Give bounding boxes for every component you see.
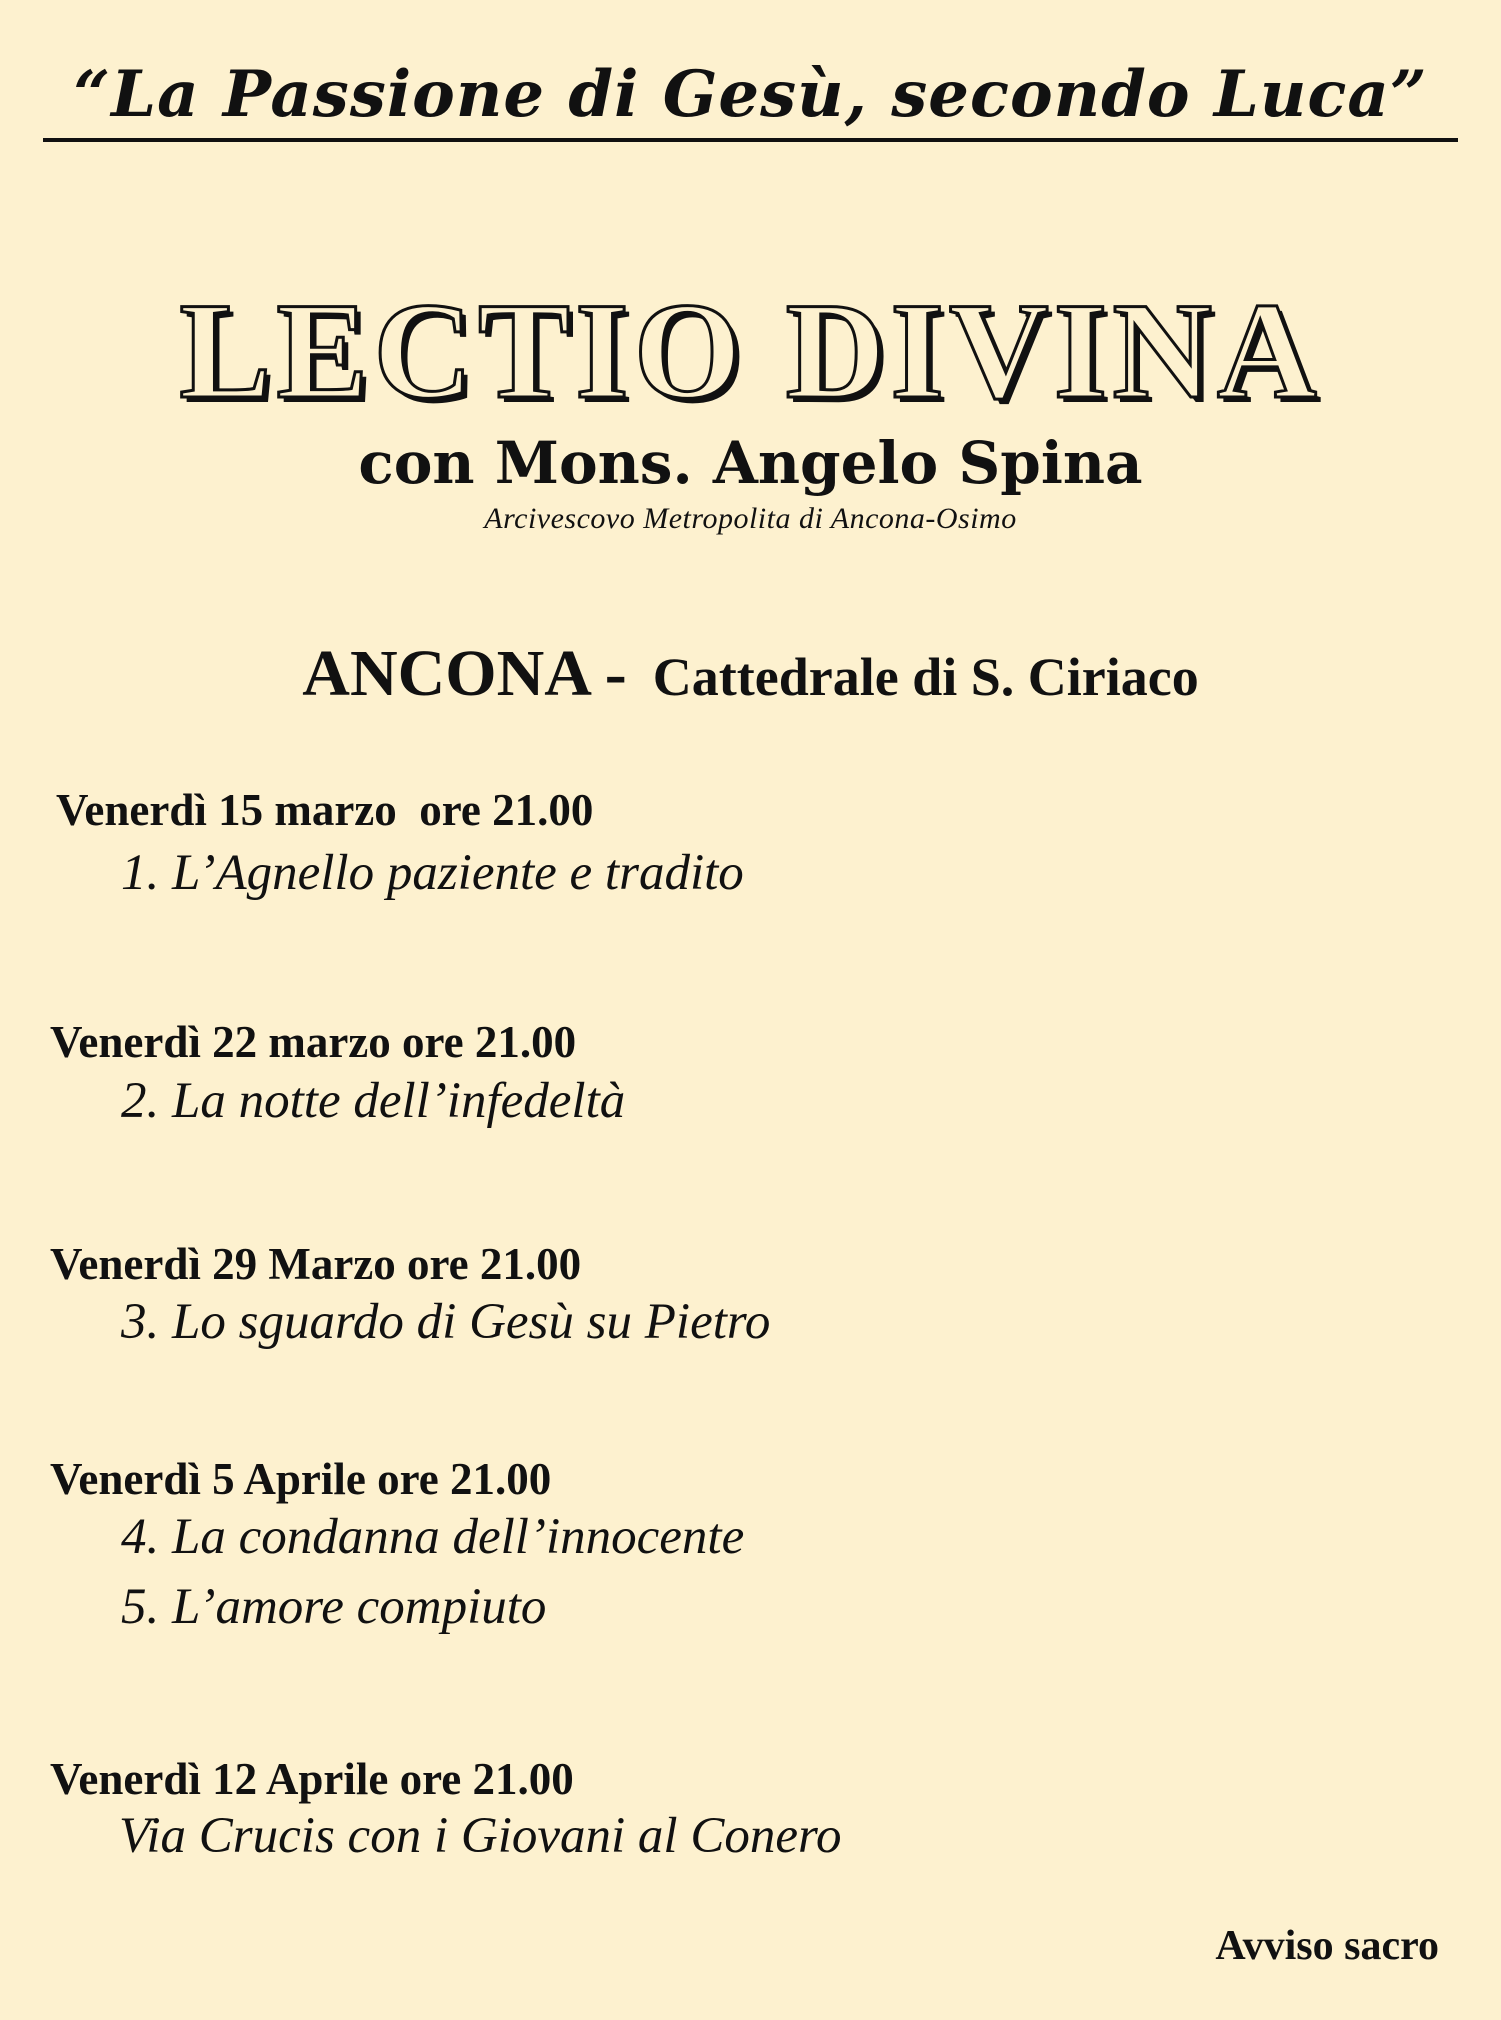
event-date: Venerdì 5 Aprile ore 21.00: [50, 1454, 552, 1504]
page-title: “La Passione di Gesù, secondo Luca”: [43, 58, 1457, 142]
event-date: Venerdì 22 marzo ore 21.00: [50, 1017, 577, 1067]
location-place: Cattedrale di S. Ciriaco: [652, 647, 1199, 707]
event-topic: 2. La notte dell’infedeltà: [121, 1073, 626, 1129]
event-topic: 5. L’amore compiuto: [121, 1579, 547, 1635]
footer-note: Avviso sacro: [1215, 1923, 1439, 1969]
event-topic: Via Crucis con i Giovani al Conero: [119, 1808, 842, 1864]
speaker: con Mons. Angelo Spina: [358, 429, 1143, 497]
event-date: Venerdì 29 Marzo ore 21.00: [50, 1239, 582, 1289]
event-topic: 1. L’Agnello paziente e tradito: [121, 845, 744, 901]
event-topic: 4. La condanna dell’innocente: [121, 1509, 745, 1565]
event-date: Venerdì 12 Aprile ore 21.00: [50, 1754, 574, 1804]
location: [0, 638, 1501, 711]
headline: LECTIO DIVINA: [179, 274, 1322, 427]
event-date: Venerdì 15 marzo ore 21.00: [56, 785, 594, 835]
event-topic: 3. Lo sguardo di Gesù su Pietro: [121, 1294, 771, 1350]
location-city: ANCONA -: [302, 637, 627, 710]
speaker-role: Arcivescovo Metropolita di Ancona-Osimo: [484, 502, 1017, 535]
header-title: [0, 58, 1501, 142]
